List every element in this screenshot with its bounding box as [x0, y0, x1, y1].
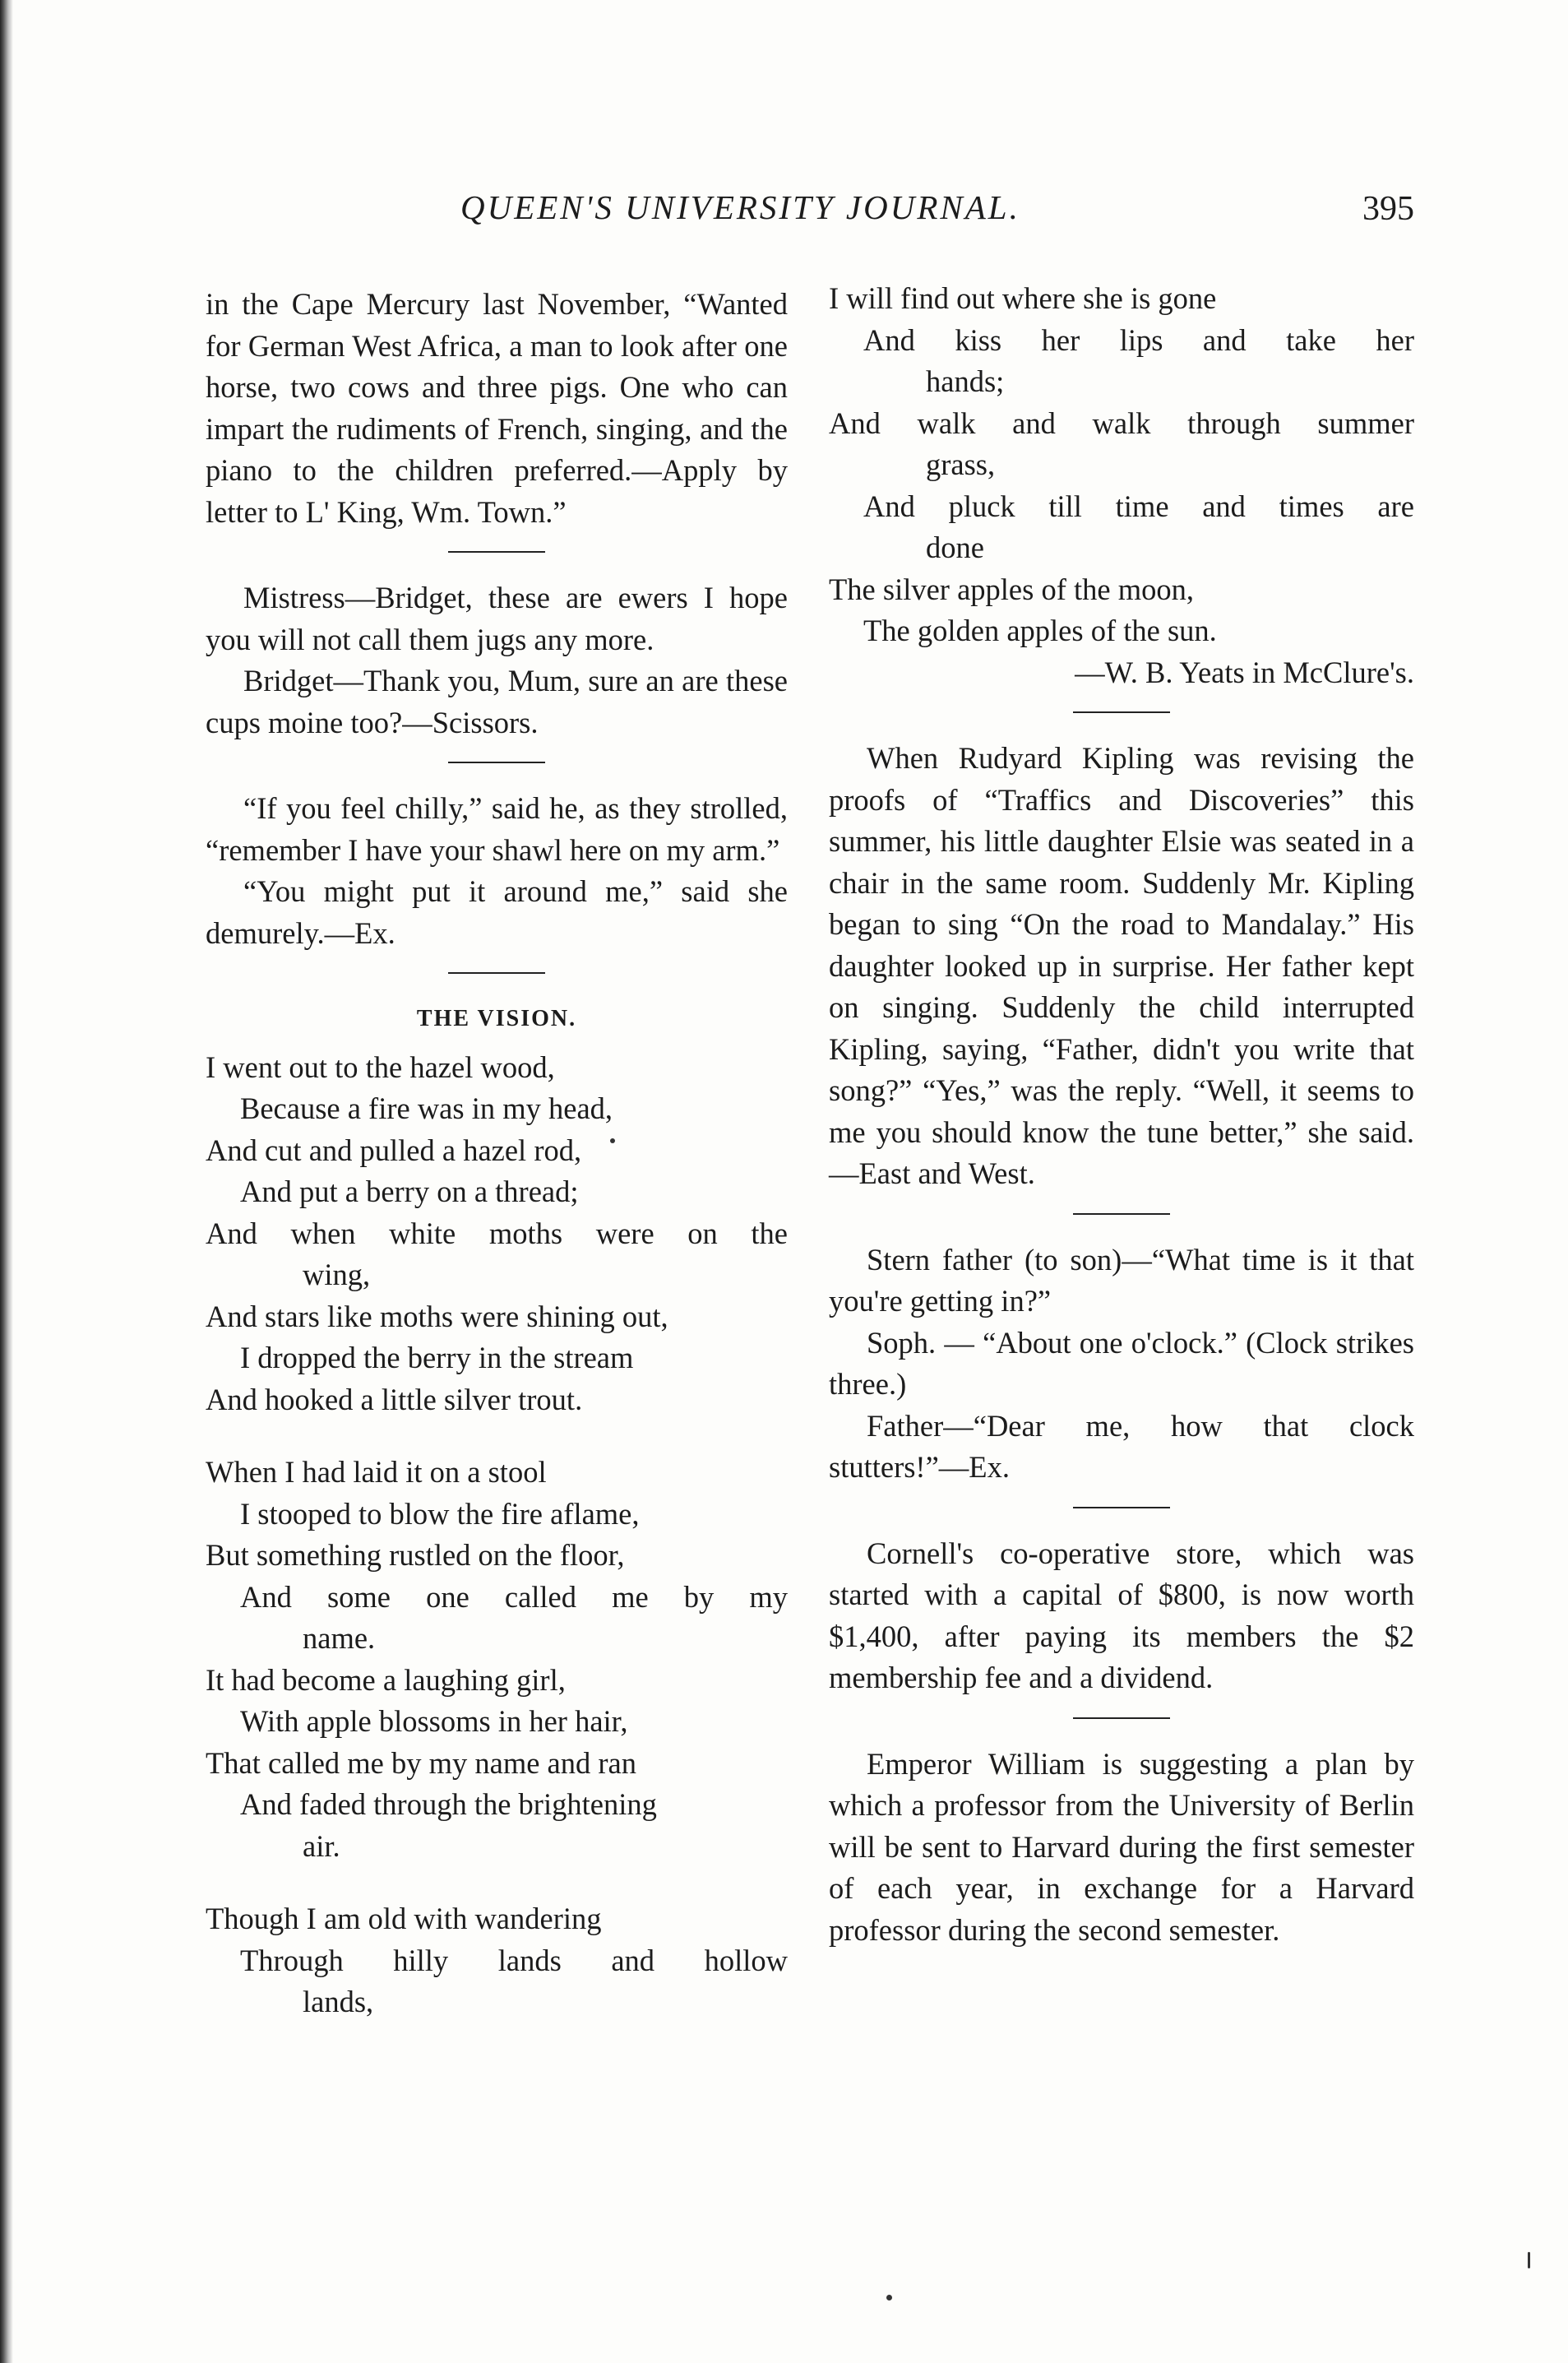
poem-line: And hooked a little silver trout. [206, 1382, 583, 1416]
poem-line: grass, [926, 447, 996, 481]
book-spine-shadow [0, 0, 13, 2363]
poem-line: hands; [926, 364, 1005, 398]
poem-attribution: —W. B. Yeats in McClure's. [1075, 655, 1414, 689]
stanza-gap [206, 1420, 788, 1452]
poem-line: That called me by my name and ran [206, 1745, 636, 1780]
poem-line: I went out to the hazel wood, [206, 1049, 555, 1084]
print-speck [1528, 2252, 1530, 2268]
soph-paragraph: Soph. — “About one o'clock.” (Clock strikes three.) [829, 1325, 1414, 1401]
chilly-paragraph: “If you feel chilly,” said he, as they strolled, “remember I have your shawl here on my arm.” [206, 791, 788, 867]
demurely-paragraph: “You might put it around me,” said she demurely.—Ex. [206, 874, 788, 950]
right-column [829, 278, 1414, 1951]
poem-line: Though I am old with wandering [206, 1902, 602, 1935]
poem-line: And faded through the brightening [240, 1787, 657, 1821]
poem-line: And some one called me by my [240, 1579, 788, 1614]
running-title: QUEEN'S UNIVERSITY JOURNAL. [460, 188, 1020, 226]
poem-line: And cut and pulled a hazel rod, [206, 1133, 582, 1167]
poem-line: It had become a laughing girl, [206, 1662, 566, 1697]
poem-line: And stars like moths were shining out, [206, 1299, 668, 1333]
poem-continued [829, 278, 1414, 693]
poem-line: The silver apples of the moon, [829, 572, 1194, 606]
poem-stanza-1 [206, 1047, 788, 1421]
print-speck [610, 1138, 615, 1143]
section-divider [1073, 711, 1170, 713]
poem-line: Because a fire was in my head, [240, 1091, 613, 1125]
poem-line: name. [303, 1621, 376, 1655]
poem-stanza-3 [206, 1898, 788, 2023]
poem-line: I will find out where she is gone [829, 281, 1217, 315]
poem-line: When I had laid it on a stool [206, 1455, 547, 1489]
poem-line: Through hilly lands and hollow [240, 1943, 788, 1977]
poem-line: With apple blossoms in her hair, [240, 1704, 628, 1738]
stern-father-paragraph: Stern father (to son)—“What time is it that you're getting in?” [829, 1242, 1414, 1318]
left-column [206, 284, 788, 2023]
print-speck [886, 2295, 892, 2300]
page-header [206, 188, 1414, 237]
poem-stanza-2 [206, 1452, 788, 1867]
section-divider [448, 762, 545, 763]
page-number: 395 [1362, 190, 1414, 228]
poem-line: But something rustled on the floor, [206, 1538, 625, 1572]
poem-line: And pluck till time and times are [863, 489, 1414, 523]
poem-line: wing, [303, 1258, 371, 1291]
section-divider [1073, 1507, 1170, 1508]
emperor-paragraph: Emperor William is suggesting a plan by which a professor from the University of Berlin will be sent to Harvard during the first semester of each year, in exchange for a Harvard professor during the second semester. [829, 1746, 1414, 1947]
cornell-paragraph: Cornell's co-operative store, which was started with a capital of $800, is now worth $1,400, after paying its members the $2 membership fee and a dividend. [829, 1536, 1414, 1694]
section-divider [448, 972, 545, 974]
poem-line: The golden apples of the sun. [863, 614, 1217, 647]
poem-title: THE VISION. [416, 1006, 577, 1031]
mistress-paragraph: Mistress—Bridget, these are ewers I hope you will not call them jugs any more. [206, 581, 788, 656]
poem-line: done [926, 531, 984, 564]
poem-line: And when white moths were on the [206, 1216, 788, 1250]
poem-line: And kiss her lips and take her [863, 322, 1414, 357]
poem-line: I dropped the berry in the stream [240, 1341, 634, 1374]
stanza-gap [206, 1867, 788, 1898]
poem-line: And put a berry on a thread; [240, 1175, 579, 1208]
bridget-paragraph: Bridget—Thank you, Mum, sure an are these cups moine too?—Scissors. [206, 664, 788, 739]
poem-line: I stooped to blow the fire aflame, [240, 1496, 640, 1531]
poem-line: lands, [303, 1985, 374, 2018]
advert-paragraph: in the Cape Mercury last November, “Wanted for German West Africa, a man to look after one horse, two cows and three pigs. One who can impart the rudiments of French, singing, and the piano to the children preferred.—Apply by letter to L' King, Wm. Town.” [206, 287, 788, 529]
father-reply-paragraph: Father—“Dear me, how that clock stutters!”—Ex. [829, 1408, 1414, 1484]
section-divider [1073, 1717, 1170, 1719]
kipling-paragraph: When Rudyard Kipling was revising the proofs of “Traffics and Discoveries” this summer, his little daughter Elsie was seated in a chair in the same room. Suddenly Mr. Kipling began to sing “On the road to Mandalay.” His daughter looked up in surprise. Her father kept on singing. Suddenly the child interrupted Kipling, saying, “Father, didn't you write that song?” “Yes,” was the reply. “Well, it seems to me you should know the tune better,” she said.—East and West. [829, 741, 1414, 1190]
poem-line: And walk and walk through summer [829, 405, 1414, 440]
poem-line: air. [303, 1828, 340, 1863]
section-divider [1073, 1213, 1170, 1215]
section-divider [448, 551, 545, 553]
